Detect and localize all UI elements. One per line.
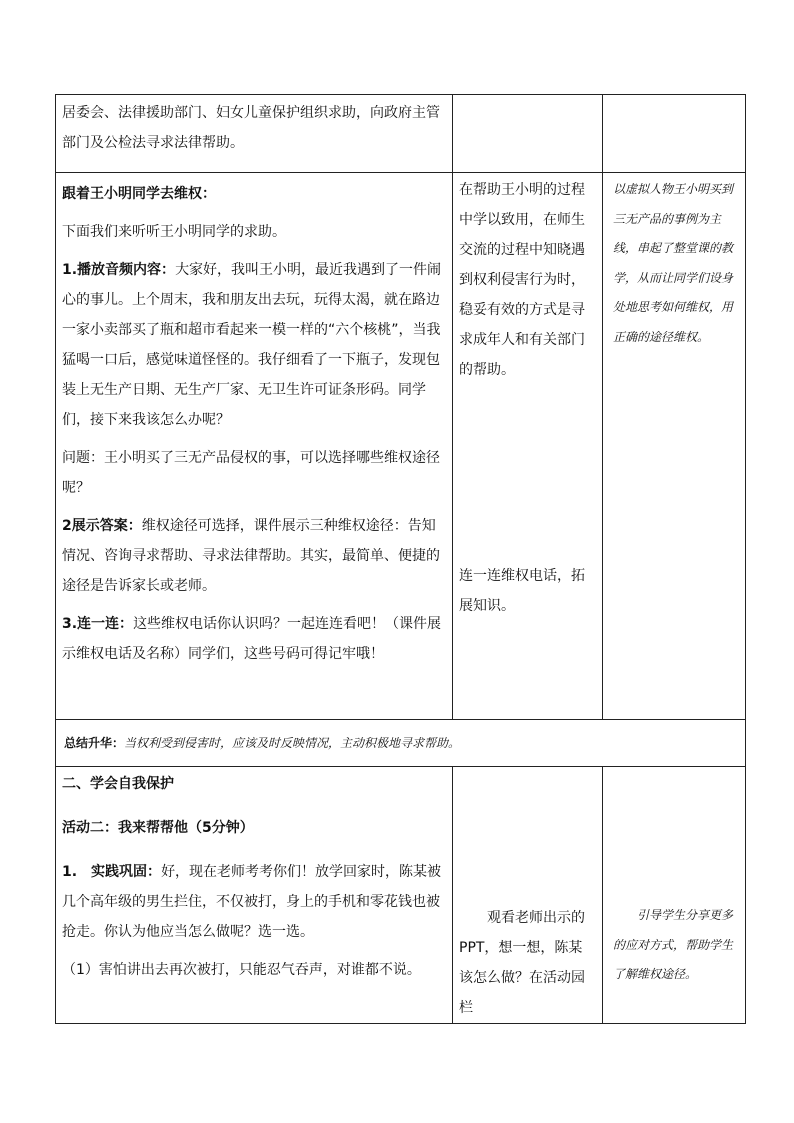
step-label: 2展示答案： [62,518,142,534]
design-intent-cell [603,95,746,173]
lesson-plan-table [55,94,746,1024]
section-heading: 跟着王小明同学去维权： [62,186,216,202]
teaching-process-cell [56,767,453,1024]
design-intent-cell [603,767,746,1024]
summary-label: 总结升华： [64,736,125,750]
text-line: 部门及公检法寻求法律帮助。 [62,135,244,151]
teaching-process-cell [56,173,453,720]
student-activity-text: 在帮助王小明的过程中学以致用，在师生交流的过程中知晓遇到权利侵害行为时，稳妥有效的方式是寻求成年人和有关部门的帮助。 [459,182,585,378]
step-text: 维权途径可选择，课件展示三种维权途径：告知情况、咨询寻求帮助、寻求法律帮助。其实，最简单、便捷的途径是告诉家长或老师。 [62,518,440,594]
student-activity-cell [453,173,603,720]
step-text: 这些维权电话你认识吗？一起连连看吧！（课件展示维权电话及名称）同学们，这些号码可得记牢哦！ [62,616,442,662]
design-intent-text: 以虚拟人物王小明买到三无产品的事例为主线，串起了整堂课的教学，从而让同学们设身处地思考如何维权，用正确的途径维权。 [613,182,734,344]
table-row [56,173,746,720]
step-3 [62,609,446,669]
teaching-process-cell [56,95,453,173]
step-text: 大家好，我叫王小明，最近我遇到了一件闹心的事儿。上个周末，我和朋友出去玩，玩得太渴，就在路边一家小卖部买了瓶和超市看起来一模一样的“六个核桃”，当我猛喝一口后，感觉味道怪怪的。我仔细看了一下瓶子，发现包装上无生产日期、无生产厂家、无卫生许可证条形码。同学们，接下来我该怎么办呢？ [62,262,442,428]
practice-paragraph [62,857,446,947]
step-1 [62,255,446,435]
text-line: 居委会、法律援助部门、妇女儿童保护组织求助，向政府主管 [62,105,440,121]
student-activity-text: 连一连维权电话，拓展知识。 [459,568,585,614]
summary-text: 当权利受到侵害时，应该及时反映情况，主动积极地寻求帮助。 [124,736,461,750]
intro-text: 下面我们来听听王小明同学的求助。 [62,224,286,240]
table-row [56,767,746,1024]
student-activity-cell [453,767,603,1024]
practice-text: 好，现在老师考考你们！放学回家时，陈某被几个高年级的男生拦住，不仅被打，身上的手机和零花钱也被抢走。你认为他应当怎么做呢？选一选。 [62,864,442,940]
question-text: 问题：王小明买了三无产品侵权的事，可以选择哪些维权途径呢？ [62,450,440,496]
option-text: （1）害怕讲出去再次被打，只能忍气吞声，对谁都不说。 [62,962,421,978]
activity-title: 活动二：我来帮帮他（5分钟） [62,820,254,836]
step-label: 1.播放音频内容： [62,262,176,278]
step-label: 3.连一连： [62,616,134,632]
step-2 [62,511,446,601]
practice-label: 1. 实践巩固： [62,864,162,880]
summary-cell [56,720,746,767]
design-intent-text: 引导学生分享更多的应对方式，帮助学生了解维权途径。 [613,908,734,981]
section-heading: 二、学会自我保护 [62,776,174,792]
student-activity-cell [453,95,603,173]
student-activity-text: 观看老师出示的PPT，想一想，陈某该怎么做？在活动园栏 [459,910,585,1016]
table-row [56,95,746,173]
design-intent-cell [603,173,746,720]
table-row [56,720,746,767]
